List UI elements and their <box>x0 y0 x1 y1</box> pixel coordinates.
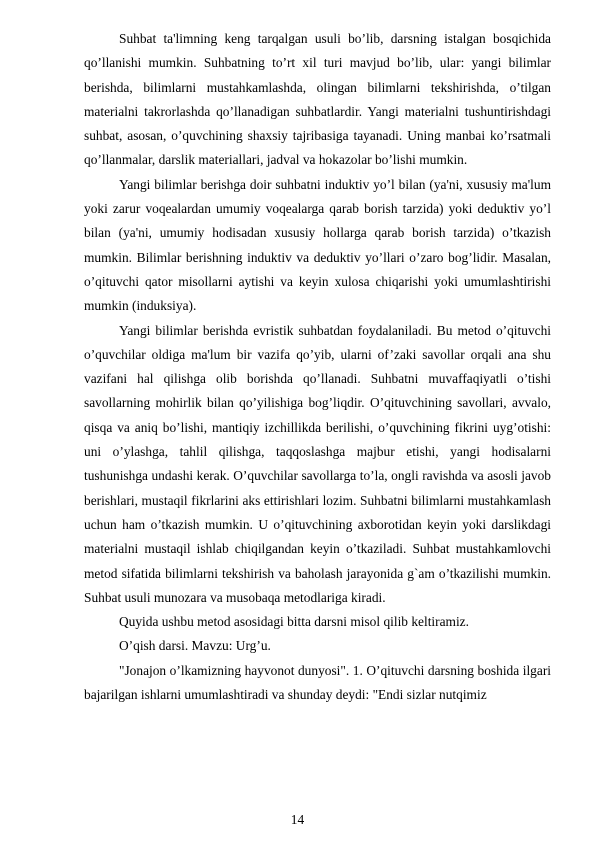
paragraph-lesson-start: "Jonajon o’lkamizning hayvonot dunyosi". 1. O’qituvchi darsning boshida ilgari bajarilgan ishlarni umumlashtiradi va shunday deydi: "Endi sizlar nutqimiz <box>84 662 551 703</box>
paragraph-example-intro: Quyida ushbu metod asosidagi bitta darsni misol qilib keltiramiz. <box>119 614 469 630</box>
document-body <box>84 27 551 707</box>
page-number: 14 <box>290 812 305 827</box>
paragraph-suhbat-definition: Suhbat ta'limning keng tarqalgan usuli bo’lib, darsning istalgan bosqichida qo’llanishi mumkin. Suhbatning to’rt xil turi mavjud bo’lib, ular: yangi bilimlar berishda, bilimlarni mustahkamlashda, olingan bilimlarni tekshirishda, o’tilgan materialni takrorlashda qo’llanadigan suhbatlardir. Yangi materialni tushuntirishdagi suhbat, asosan, o’quvchining shaxsiy tajribasiga tayanadi. Uning manbai ko’rsatmali qo’llanmalar, darslik materiallari, jadval va hokazolar bo’lishi mumkin. <box>84 31 551 168</box>
paragraph-inductive-deductive: Yangi bilimlar berishga doir suhbatni induktiv yo’l bilan (ya'ni, xususiy ma'lum yoki zarur voqealardan umumiy voqealarga qarab borish tarzida) yoki deduktiv yo’l bilan (ya'ni, umumiy hodisadan xususiy hollarga qarab borish tarzida) o’tkazish mumkin. Bilimlar berishning induktiv va deduktiv yo’llari o’zaro bog’lidir. Masalan, o’qituvchi qator misollarni aytishi va keyin xulosa chiqarishi yoki umumlashtirishi mumkin (induksiya). <box>84 176 551 314</box>
paragraph-lesson-topic: O’qish darsi. Mavzu: Urg’u. <box>119 638 271 654</box>
paragraph-heuristic-conversation: Yangi bilimlar berishda evristik suhbatdan foydalaniladi. Bu metod o’qituvchi o’quvchilar oldiga ma'lum bir vazifa qo’yib, ularni of’zaki savollar orqali ana shu vazifani hal qilishga olib borishda qo’llanadi. Suhbatni muvaffaqiyatli o’tishi savollarning mohirlik bilan qo’yilishiga bog’liqdir. O’qituvchining savollari, avvalo, qisqa va aniq bo’lishi, mantiqiy izchillikda berilishi, o’quvchining fikrini uyg’otishi: uni o’ylashga, tahlil qilishga, taqqoslashga majbur etishi, yangi hodisalarni tushunishga undashi kerak. O’quvchilar savollarga to’la, ongli ravishda va asosli javob berishlari, mustaqil fikrlarini aks ettirishlari lozim. Suhbatni bilimlarni mustahkamlash uchun ham o’tkazish mumkin. U o’qituvchining axborotidan keyin yoki darslikdagi materialni mustaqil ishlab chiqilgandan keyin o’tkaziladi. Suhbat mustahkamlovchi metod sifatida bilimlarni tekshirish va baholash jarayonida g`am o’tkazilishi mumkin. Suhbat usuli munozara va musobaqa metodlariga kiradi. <box>84 322 551 605</box>
